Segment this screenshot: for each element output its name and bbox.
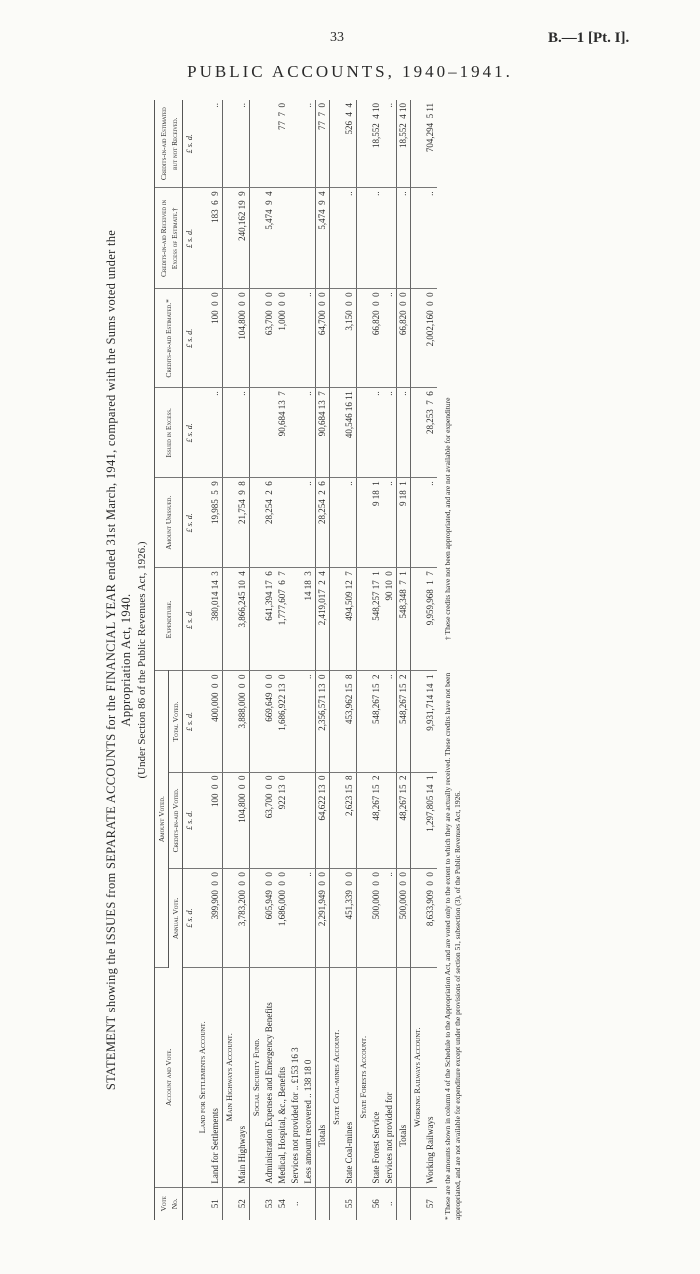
amount-cia-voted <box>302 772 316 869</box>
section-heading-row <box>330 100 344 1220</box>
table-row <box>276 100 289 1220</box>
amount-annual: 399,900 0 0 <box>209 869 223 968</box>
section-heading: Main Highways Account. <box>223 967 237 1187</box>
empty-cell <box>411 478 425 568</box>
empty-cell <box>357 1187 371 1220</box>
amount-cia-rec: 240,162 19 9 <box>236 188 250 289</box>
table-row <box>209 100 223 1220</box>
amount-cia-rec: .. <box>343 188 357 289</box>
total-cia-not: 18,552 4 10 <box>397 100 411 188</box>
empty-cell <box>411 772 425 869</box>
empty-cell <box>196 772 209 869</box>
totals-row <box>397 100 411 1220</box>
empty-cell <box>330 869 344 968</box>
total-annual: 2,291,949 0 0 <box>316 869 330 968</box>
amount-total: .. <box>302 671 316 772</box>
empty-cell <box>316 1187 330 1220</box>
total-excess: 90,684 13 7 <box>316 388 330 478</box>
empty-cell <box>223 568 237 671</box>
amount-cia-not: 704,294 5 11 <box>424 100 437 188</box>
total-exp: 548,348 7 1 <box>397 568 411 671</box>
total-cia-rec: 5,474 9 4 <box>316 188 330 289</box>
amount-cia-est: 2,002,160 0 0 <box>424 289 437 388</box>
section-heading-row <box>223 100 237 1220</box>
vote-number: 51 <box>210 1199 220 1209</box>
units-label: £ s. d. <box>183 869 197 968</box>
amount-cia-not: .. <box>236 100 250 188</box>
units-label: £ s. d. <box>183 772 197 869</box>
vote-number: 56 <box>371 1199 381 1209</box>
amount-unissued: .. <box>383 478 397 568</box>
accounts-body <box>196 100 437 1220</box>
vote-number <box>302 1187 316 1220</box>
amount-cia-not: .. <box>302 100 316 188</box>
amount-cia-est: .. <box>383 289 397 388</box>
empty-cell <box>411 188 425 289</box>
empty-cell <box>411 1187 425 1220</box>
vote-number: 54 <box>277 1199 287 1209</box>
col-account-and-vote: Account and Vote. <box>155 967 183 1187</box>
section-heading: Social Security Fund. <box>250 967 264 1187</box>
amount-excess: .. <box>209 388 223 478</box>
amount-annual: 8,633,909 0 0 <box>424 869 437 968</box>
empty-cell <box>196 100 209 188</box>
units-label: £ s. d. <box>183 478 197 568</box>
col-amount-voted: Amount Voted. <box>155 671 169 967</box>
amount-total: 669,649 0 0 <box>263 671 276 772</box>
total-unissued: 28,254 2 6 <box>316 478 330 568</box>
units-label: £ s. d. <box>183 568 197 671</box>
empty-cell <box>250 772 264 869</box>
totals-row <box>316 100 330 1220</box>
amount-cia-voted: 100 0 0 <box>209 772 223 869</box>
table-row <box>383 100 397 1220</box>
empty-cell <box>223 869 237 968</box>
empty-cell <box>411 289 425 388</box>
totals-label: Totals <box>316 967 330 1187</box>
empty-cell <box>330 478 344 568</box>
col-total-voted: Total Voted. <box>169 671 183 772</box>
document-reference: B.—1 [Pt. I]. <box>548 30 630 46</box>
col-expenditure: Expenditure. <box>155 568 183 671</box>
total-cia-voted: 64,622 13 0 <box>316 772 330 869</box>
statement-subtitle: (Under Section 86 of the Public Revenues Act, 1926.) <box>136 541 148 779</box>
amount-total: 548,267 15 2 <box>370 671 383 772</box>
amount-unissued: .. <box>343 478 357 568</box>
amount-excess <box>289 388 302 478</box>
amount-total: 453,962 15 8 <box>343 671 357 772</box>
amount-annual <box>289 869 302 968</box>
amount-excess <box>263 388 276 478</box>
vote-description: Services not provided for <box>383 967 397 1187</box>
vote-number: 52 <box>237 1199 247 1209</box>
empty-cell <box>357 568 371 671</box>
empty-cell <box>196 1187 209 1220</box>
table-row <box>370 100 383 1220</box>
amount-excess: .. <box>383 388 397 478</box>
amount-cia-est: 66,820 0 0 <box>370 289 383 388</box>
col-issued-in-excess: Issued in Excess. <box>155 388 183 478</box>
amount-exp: 1,777,607 6 7 <box>276 568 289 671</box>
units-label: £ s. d. <box>183 100 197 188</box>
col-annual-vote: Annual Vote. <box>169 869 183 968</box>
empty-cell <box>196 671 209 772</box>
empty-cell <box>330 188 344 289</box>
col-credits-not-received: Credits-in-aid Estimated but not Received. <box>155 100 183 188</box>
section-heading-row <box>250 100 264 1220</box>
total-cia-est: 66,820 0 0 <box>397 289 411 388</box>
amount-annual: 605,949 0 0 <box>263 869 276 968</box>
table-row <box>289 100 302 1220</box>
empty-cell <box>357 388 371 478</box>
totals-label: Totals <box>397 967 411 1187</box>
units-label: £ s. d. <box>183 188 197 289</box>
amount-unissued: 28,254 2 6 <box>263 478 276 568</box>
empty-cell <box>330 772 344 869</box>
total-excess: .. <box>397 388 411 478</box>
amount-unissued <box>276 478 289 568</box>
amount-exp: 641,394 17 6 <box>263 568 276 671</box>
amount-cia-voted <box>289 772 302 869</box>
section-heading: Land for Settlements Account. <box>196 967 209 1187</box>
amount-cia-not <box>263 100 276 188</box>
amount-exp: 494,509 12 7 <box>343 568 357 671</box>
total-cia-est: 64,700 0 0 <box>316 289 330 388</box>
amount-cia-est: .. <box>302 289 316 388</box>
statement-title: STATEMENT showing the ISSUES from SEPARATE ACCOUNTS for the FINANCIAL YEAR ended 31st March, 1941, compared with the Sums voted under the <box>104 229 118 1091</box>
amount-total: .. <box>383 671 397 772</box>
empty-cell <box>223 388 237 478</box>
amount-cia-voted: 63,700 0 0 <box>263 772 276 869</box>
amount-annual: 500,000 0 0 <box>370 869 383 968</box>
empty-cell <box>223 671 237 772</box>
total-exp: 2,419,017 2 4 <box>316 568 330 671</box>
footnotes <box>443 100 463 1220</box>
empty-cell <box>250 100 264 188</box>
table-row <box>236 100 250 1220</box>
total-total: 548,267 15 2 <box>397 671 411 772</box>
table-row <box>302 100 316 1220</box>
empty-cell <box>330 1187 344 1220</box>
section-heading: State Coal-mines Account. <box>330 967 344 1187</box>
amount-cia-not: 77 7 0 <box>276 100 289 188</box>
total-cia-voted: 48,267 15 2 <box>397 772 411 869</box>
total-total: 2,356,571 13 0 <box>316 671 330 772</box>
empty-cell <box>250 478 264 568</box>
amount-cia-not: .. <box>383 100 397 188</box>
amount-exp: 9,959,968 1 7 <box>424 568 437 671</box>
col-credits-received-excess: Credits-in-aid Received in Excess of Estimate.† <box>155 188 183 289</box>
amount-annual: 451,339 0 0 <box>343 869 357 968</box>
empty-cell <box>223 100 237 188</box>
empty-cell <box>330 568 344 671</box>
amount-cia-voted: 48,267 15 2 <box>370 772 383 869</box>
empty-cell <box>330 671 344 772</box>
amount-exp: 14 18 3 <box>302 568 316 671</box>
vote-description: Working Railways <box>424 967 437 1187</box>
amount-total: 400,000 0 0 <box>209 671 223 772</box>
empty-cell <box>357 289 371 388</box>
amount-excess: .. <box>370 388 383 478</box>
total-cia-rec: .. <box>397 188 411 289</box>
section-heading-row <box>196 100 209 1220</box>
section-heading-row <box>411 100 425 1220</box>
empty-cell <box>196 568 209 671</box>
amount-cia-rec: .. <box>370 188 383 289</box>
amount-cia-rec <box>302 188 316 289</box>
col-amount-unissued: Amount Unissued. <box>155 478 183 568</box>
total-cia-not: 77 7 0 <box>316 100 330 188</box>
amount-unissued: 21,754 9 8 <box>236 478 250 568</box>
amount-annual: .. <box>302 869 316 968</box>
empty-cell <box>196 289 209 388</box>
empty-cell <box>196 478 209 568</box>
empty-cell <box>223 1187 237 1220</box>
empty-cell <box>411 671 425 772</box>
amount-cia-voted: 1,297,805 14 1 <box>424 772 437 869</box>
units-label: £ s. d. <box>183 671 197 772</box>
footnote-dagger: † These credits have not been appropriated, and are not available for expenditure <box>443 397 452 640</box>
amount-annual: 1,686,000 0 0 <box>276 869 289 968</box>
page-number: 33 <box>330 30 344 45</box>
amount-cia-not: 18,552 4 10 <box>370 100 383 188</box>
amount-total: 1,686,922 13 0 <box>276 671 289 772</box>
amount-cia-rec: 5,474 9 4 <box>263 188 276 289</box>
page-title: PUBLIC ACCOUNTS, 1940–1941. <box>187 62 513 81</box>
amount-cia-est: 3,150 0 0 <box>343 289 357 388</box>
section-heading: Working Railways Account. <box>411 967 425 1187</box>
amount-excess: 40,546 16 11 <box>343 388 357 478</box>
empty-cell <box>357 478 371 568</box>
amount-excess: .. <box>236 388 250 478</box>
total-unissued: 9 18 1 <box>397 478 411 568</box>
empty-cell <box>196 388 209 478</box>
amount-cia-not: 526 4 4 <box>343 100 357 188</box>
empty-cell <box>397 1187 411 1220</box>
empty-cell <box>357 671 371 772</box>
rotated-statement-sheet <box>104 100 586 1220</box>
amount-unissued <box>289 478 302 568</box>
empty-cell <box>411 568 425 671</box>
vote-description: Medical, Hospital, &c., Benefits <box>276 967 289 1187</box>
amount-cia-est: 104,800 0 0 <box>236 289 250 388</box>
empty-cell <box>250 188 264 289</box>
empty-cell <box>250 1187 264 1220</box>
empty-cell <box>250 869 264 968</box>
amount-unissued: .. <box>424 478 437 568</box>
empty-cell <box>357 188 371 289</box>
amount-unissued: 19,985 5 9 <box>209 478 223 568</box>
amount-exp: 380,014 14 3 <box>209 568 223 671</box>
amount-excess: 90,684 13 7 <box>276 388 289 478</box>
amount-exp <box>289 568 302 671</box>
vote-description: Less amount recovered .. 138 18 0 <box>302 967 316 1187</box>
amount-cia-voted: 922 13 0 <box>276 772 289 869</box>
vote-description: Administration Expenses and Emergency Benefits <box>263 967 276 1187</box>
amount-cia-est: 63,700 0 0 <box>263 289 276 388</box>
accounts-table <box>154 100 437 1220</box>
amount-cia-rec <box>383 188 397 289</box>
vote-description: Services not provided for .. £153 16 3 <box>289 967 302 1187</box>
amount-annual: 3,783,200 0 0 <box>236 869 250 968</box>
amount-exp: 90 10 0 <box>383 568 397 671</box>
vote-number: 57 <box>425 1199 435 1209</box>
empty-cell <box>223 478 237 568</box>
table-row <box>343 100 357 1220</box>
empty-cell <box>357 100 371 188</box>
amount-unissued: .. <box>302 478 316 568</box>
vote-description: State Forest Service <box>370 967 383 1187</box>
empty-cell <box>330 100 344 188</box>
vote-description: State Coal-mines <box>343 967 357 1187</box>
amount-cia-rec: 183 6 9 <box>209 188 223 289</box>
vote-number: 53 <box>264 1199 274 1209</box>
units-label: £ s. d. <box>183 289 197 388</box>
amount-cia-est: 1,000 0 0 <box>276 289 289 388</box>
empty-cell <box>196 188 209 289</box>
amount-excess: 28,253 7 6 <box>424 388 437 478</box>
empty-cell <box>250 388 264 478</box>
amount-cia-not <box>289 100 302 188</box>
amount-cia-voted <box>383 772 397 869</box>
empty-cell <box>411 388 425 478</box>
statement-title-cont: Appropriation Act, 1940. <box>119 593 133 727</box>
amount-cia-rec <box>276 188 289 289</box>
table-row <box>263 100 276 1220</box>
empty-cell <box>250 671 264 772</box>
amount-excess: .. <box>302 388 316 478</box>
amount-annual: .. <box>383 869 397 968</box>
amount-unissued: 9 18 1 <box>370 478 383 568</box>
vote-number: .. <box>290 1201 300 1207</box>
empty-cell <box>411 100 425 188</box>
col-vote-no: Vote No. <box>155 1187 183 1220</box>
amount-cia-rec: .. <box>424 188 437 289</box>
amount-total: 9,931,714 14 1 <box>424 671 437 772</box>
section-heading: State Forests Account. <box>357 967 371 1187</box>
empty-cell <box>411 869 425 968</box>
empty-cell <box>250 289 264 388</box>
empty-cell <box>223 289 237 388</box>
units-label: £ s. d. <box>183 388 197 478</box>
empty-cell <box>223 772 237 869</box>
empty-cell <box>330 289 344 388</box>
amount-exp: 3,866,245 10 4 <box>236 568 250 671</box>
total-annual: 500,000 0 0 <box>397 869 411 968</box>
amount-cia-voted: 2,623 15 8 <box>343 772 357 869</box>
amount-cia-est <box>289 289 302 388</box>
amount-cia-est: 100 0 0 <box>209 289 223 388</box>
empty-cell <box>196 869 209 968</box>
vote-number: .. <box>384 1201 394 1207</box>
col-credits-estimated: Credits-in-aid Estimated.* <box>155 289 183 388</box>
empty-cell <box>357 772 371 869</box>
amount-cia-voted: 104,800 0 0 <box>236 772 250 869</box>
vote-number: 55 <box>344 1199 354 1209</box>
empty-cell <box>223 188 237 289</box>
amount-total: 3,888,000 0 0 <box>236 671 250 772</box>
amount-cia-not: .. <box>209 100 223 188</box>
empty-cell <box>357 869 371 968</box>
amount-exp: 548,257 17 1 <box>370 568 383 671</box>
col-credits-voted: Credits-in-aid Voted. <box>169 772 183 869</box>
empty-cell <box>250 568 264 671</box>
footnote-star: * These are the amounts shown in column 4 of the Schedule to the Appropriation Act, and are voted only to the extent to which they are actually received. These credits have not been appropriated, and are not available for expenditure except under the provisions of section 51, subsection (3), of the Public Revenues Act, 1926. <box>443 672 462 1220</box>
vote-description: Main Highways <box>236 967 250 1187</box>
amount-cia-rec <box>289 188 302 289</box>
empty-cell <box>330 388 344 478</box>
vote-description: Land for Settlements <box>209 967 223 1187</box>
table-row <box>424 100 437 1220</box>
amount-total <box>289 671 302 772</box>
section-heading-row <box>357 100 371 1220</box>
